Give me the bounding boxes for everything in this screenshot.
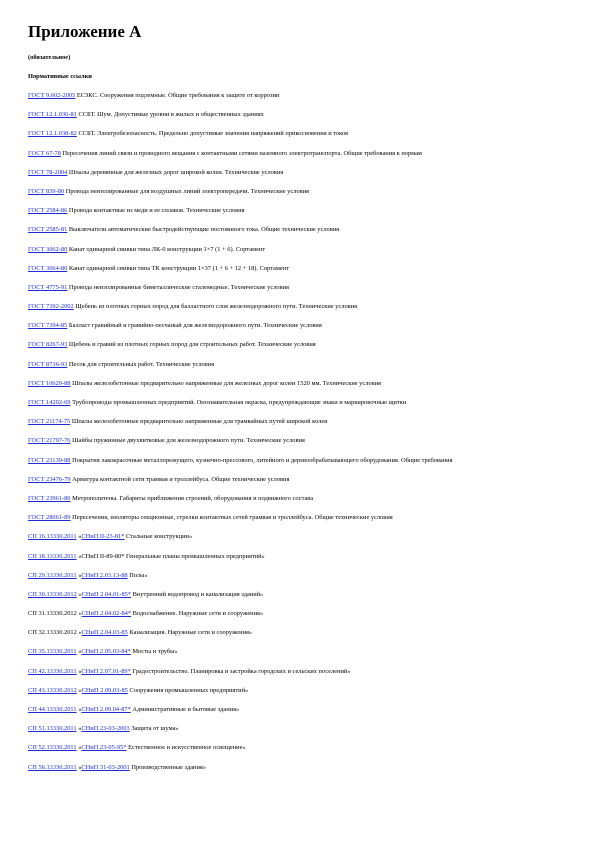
standard-link[interactable]: ГОСТ 2585-81 bbox=[28, 226, 68, 234]
reference-title: Полы» bbox=[127, 571, 148, 579]
standard-link[interactable]: ГОСТ 78-2004 bbox=[28, 168, 68, 176]
standard-link[interactable]: ГОСТ 67-78 bbox=[28, 149, 61, 157]
appendix-page bbox=[28, 22, 568, 783]
snip-link[interactable]: СНиП 2.04.03-85 bbox=[81, 629, 128, 637]
quote-mark: « bbox=[78, 533, 82, 541]
reference-item bbox=[28, 341, 568, 349]
reference-item bbox=[28, 92, 568, 100]
reference-item bbox=[28, 265, 568, 273]
reference-title: Шпалы деревянные для железных дорог широкой колеи. Технические условия bbox=[68, 168, 284, 176]
reference-item bbox=[28, 533, 568, 541]
standard-link[interactable]: СП 43.13330.2012 bbox=[28, 686, 77, 694]
reference-title: Провода контактные из меди и ее сплавов. Технические условия bbox=[68, 207, 245, 215]
standard-link[interactable]: ГОСТ 3062-80 bbox=[28, 245, 68, 253]
standard-link[interactable]: ГОСТ 8267-93 bbox=[28, 341, 68, 349]
reference-item bbox=[28, 399, 568, 407]
reference-title: ЕСЗКС. Сооружения подземные. Общие требования к защите от коррозии bbox=[76, 92, 280, 99]
reference-title: Мосты и трубы» bbox=[130, 648, 178, 656]
reference-title: ССБТ. Шум. Допустимые уровни в жилых и общественных зданиях bbox=[78, 111, 264, 119]
reference-list bbox=[28, 92, 568, 772]
standard-link[interactable]: ГОСТ 839-80 bbox=[28, 187, 65, 195]
standard-link[interactable]: ГОСТ 21174-75 bbox=[28, 418, 71, 426]
reference-item bbox=[28, 130, 568, 138]
reference-title: Выключатели автоматические быстродействующие постоянного тока. Общие технические условия bbox=[68, 226, 340, 234]
quote-mark: « bbox=[78, 686, 82, 694]
quote-mark: « bbox=[78, 744, 82, 752]
reference-title: Административные и бытовые здания» bbox=[130, 706, 240, 713]
quote-mark: « bbox=[78, 648, 82, 656]
reference-item bbox=[28, 687, 568, 695]
standard-link[interactable]: ГОСТ 12.1.038-82 bbox=[28, 130, 77, 138]
quote-mark: « bbox=[78, 610, 82, 618]
reference-item bbox=[28, 437, 568, 445]
reference-item bbox=[28, 380, 568, 388]
standard-link: СП 31.13330.2012 bbox=[28, 610, 77, 618]
reference-title: Канат одинарной свивки типа ЛК-0 конструкции 1×7 (1 + 6). Сортамент bbox=[68, 245, 266, 253]
reference-title: Щебень и гравий из плотных горных пород для строительных работ. Технические условия bbox=[68, 341, 316, 349]
standard-link[interactable]: ГОСТ 28061-89 bbox=[28, 514, 71, 522]
standard-link[interactable]: ГОСТ 21797-76 bbox=[28, 437, 71, 445]
reference-title: Внутренний водопровод и канализация зданий» bbox=[131, 590, 264, 598]
standard-link[interactable]: СП 56.13330.2011 bbox=[28, 763, 77, 771]
standard-link[interactable]: ГОСТ 7392-2002 bbox=[28, 303, 74, 311]
snip-link[interactable]: СНиП 2.04.02-84* bbox=[81, 610, 132, 618]
reference-item bbox=[28, 476, 568, 484]
reference-title: Шпалы железобетонные предварительно напряженные для трамвайных путей широкой колеи bbox=[71, 418, 328, 426]
reference-item bbox=[28, 668, 568, 676]
obligation-note: (обязательное) bbox=[28, 54, 71, 61]
reference-item bbox=[28, 495, 568, 503]
reference-item bbox=[28, 207, 568, 215]
reference-title: Пересечения, изоляторы секционные, стрелки контактных сетей трамвая и троллейбуса. Общие технические условия bbox=[72, 514, 393, 522]
standard-link[interactable]: ГОСТ 23476-79 bbox=[28, 475, 71, 483]
snip-link[interactable]: СНиП 2.09.03-85 bbox=[81, 686, 128, 694]
reference-item bbox=[28, 553, 568, 561]
standard-link[interactable]: ГОСТ 12.1.036-81 bbox=[28, 111, 77, 119]
reference-title: Канат одинарной свивки типа ТК конструкции 1×37 (1 + 6 + 12 + 18). Сортамент bbox=[68, 264, 289, 272]
standard-link[interactable]: ГОСТ 7394-85 bbox=[28, 322, 68, 330]
standard-link[interactable]: СП 29.13330.2011 bbox=[28, 571, 77, 579]
standard-link[interactable]: СП 52.13330.2011 bbox=[28, 744, 77, 752]
standard-link[interactable]: СП 44.13330.2011 bbox=[28, 706, 77, 713]
snip-link[interactable]: СНиП 23-03-2003 bbox=[81, 725, 130, 733]
quote-mark: « bbox=[78, 629, 82, 637]
reference-item bbox=[28, 610, 568, 618]
snip-link[interactable]: СНиП II-23-81* bbox=[81, 533, 125, 541]
reference-item bbox=[28, 457, 568, 465]
reference-item bbox=[28, 169, 568, 177]
reference-title: Метрополитены. Габариты приближения строений, оборудования и подвижного состава bbox=[72, 494, 314, 502]
snip-link[interactable]: СНиП 23-05-95* bbox=[81, 744, 127, 752]
reference-title: Трубопроводы промышленных предприятий. Опознавательная окраска, предупреждающие знаки и маркировочные щитки bbox=[72, 399, 407, 406]
reference-item bbox=[28, 591, 568, 599]
standard-link[interactable]: СП 35.13330.2011 bbox=[28, 648, 77, 656]
reference-title: Защита от шума» bbox=[129, 725, 179, 733]
reference-item bbox=[28, 764, 568, 772]
reference-item bbox=[28, 648, 568, 656]
reference-title: Производственные здания» bbox=[129, 763, 207, 771]
reference-title: Сооружения промышленных предприятий» bbox=[127, 686, 249, 694]
reference-title: Стальные конструкции» bbox=[124, 533, 193, 541]
reference-item bbox=[28, 284, 568, 292]
reference-item bbox=[28, 322, 568, 330]
reference-title: Естественное и искусственное освещение» bbox=[126, 744, 246, 752]
standard-link[interactable]: ГОСТ 14202-69 bbox=[28, 399, 71, 406]
section-heading: Нормативные ссылки bbox=[28, 73, 92, 80]
reference-title: Провода неизолированные биметаллические сталемедные. Технические условия bbox=[68, 283, 289, 291]
reference-item bbox=[28, 706, 568, 714]
reference-item bbox=[28, 303, 568, 311]
reference-title: Канализация. Наружные сети и сооружения» bbox=[127, 629, 253, 637]
reference-title: Генеральные планы промышленных предприятий» bbox=[124, 552, 265, 560]
reference-item bbox=[28, 629, 568, 637]
standard-link[interactable]: ГОСТ 3064-80 bbox=[28, 264, 68, 272]
reference-title: Водоснабжение. Наружные сети и сооружения» bbox=[131, 610, 264, 618]
reference-title: Покрытия лакокрасочные металлорежущего, кузнечно-прессового, литейного и деревообрабатывающего оборудования. Общие требования bbox=[72, 456, 453, 464]
snip-link[interactable]: СНиП 2.04.01-85* bbox=[81, 590, 132, 598]
reference-title: Шайбы пружинные двухвитковые для железнодорожного пути. Технические условия bbox=[72, 437, 305, 445]
reference-item bbox=[28, 744, 568, 752]
quote-mark: « bbox=[78, 706, 82, 713]
page-title: Приложение А bbox=[28, 22, 142, 41]
quote-mark: « bbox=[78, 552, 82, 560]
standard-link[interactable]: СП 18.13330.2011 bbox=[28, 552, 77, 560]
reference-item bbox=[28, 188, 568, 196]
standard-link[interactable]: ГОСТ 23961-80 bbox=[28, 494, 71, 502]
standard-link[interactable]: ГОСТ 8736-93 bbox=[28, 360, 68, 368]
standard-link[interactable]: СП 16.13330.2011 bbox=[28, 533, 77, 541]
standard-link[interactable]: ГОСТ 23139-88 bbox=[28, 456, 71, 464]
reference-item bbox=[28, 246, 568, 254]
snip-link[interactable]: СНиП 2.09.04-87* bbox=[81, 706, 131, 713]
reference-item bbox=[28, 111, 568, 119]
reference-item bbox=[28, 572, 568, 580]
standard-link[interactable]: СП 51.13330.2011 bbox=[28, 725, 77, 733]
reference-item bbox=[28, 226, 568, 234]
quote-mark: « bbox=[78, 725, 82, 733]
standard-link[interactable]: ГОСТ 10629-88 bbox=[28, 379, 71, 387]
snip-link[interactable]: СНиП 2.05.03-84* bbox=[81, 648, 131, 656]
standard-link[interactable]: СП 42.13330.2011 bbox=[28, 667, 77, 675]
reference-title: Градостроительство. Планировка и застройка городских и сельских поселений» bbox=[130, 667, 351, 675]
snip-link[interactable]: СНиП 31-03-2001 bbox=[81, 763, 130, 771]
snip-link[interactable]: СНиП 2.07.01-89* bbox=[81, 667, 131, 675]
reference-title: Шпалы железобетонные предварительно напряженные для железных дорог колеи 1520 мм. Технические условия bbox=[72, 379, 381, 387]
reference-item bbox=[28, 418, 568, 426]
reference-title: Арматура контактной сети трамвая и троллейбуса. Общие технические условия bbox=[72, 475, 290, 483]
reference-item bbox=[28, 514, 568, 522]
reference-item bbox=[28, 725, 568, 733]
reference-title: Провода неизолированные для воздушных линий электропередачи. Технические условия bbox=[65, 187, 309, 195]
standard-link[interactable]: ГОСТ 4775-91 bbox=[28, 283, 68, 291]
quote-mark: « bbox=[78, 763, 82, 771]
reference-title: Песок для строительных работ. Технические условия bbox=[68, 360, 215, 368]
reference-title: Пересечения линий связи и проводного вещания с контактными сетями наземного электротранспорта. Общие требования к нормам bbox=[62, 149, 422, 157]
standard-link[interactable]: СП 30.13330.2012 bbox=[28, 590, 77, 598]
snip-link: СНиП II-89-80* bbox=[81, 552, 125, 560]
reference-title: Балласт гравийный и гравийно-песчаный для железнодорожного пути. Технические условия bbox=[68, 322, 322, 330]
quote-mark: « bbox=[78, 571, 82, 579]
quote-mark: « bbox=[78, 667, 82, 675]
reference-title: Щебень из плотных горных пород для балластного слоя железнодорожного пути. Технические условия bbox=[75, 303, 358, 311]
reference-item bbox=[28, 150, 568, 158]
standard-link[interactable]: ГОСТ 2584-86 bbox=[28, 207, 68, 215]
standard-link: СП 32.13330.2012 bbox=[28, 629, 77, 637]
reference-item bbox=[28, 361, 568, 369]
quote-mark: « bbox=[78, 590, 82, 598]
standard-link[interactable]: ГОСТ 9.602-2005 bbox=[28, 92, 76, 99]
reference-title: ССБТ. Электробезопасность. Предельно допустимые значения напряжений прикосновения и токов bbox=[78, 130, 349, 138]
snip-link[interactable]: СНиП 2.03.13-88 bbox=[81, 571, 128, 579]
